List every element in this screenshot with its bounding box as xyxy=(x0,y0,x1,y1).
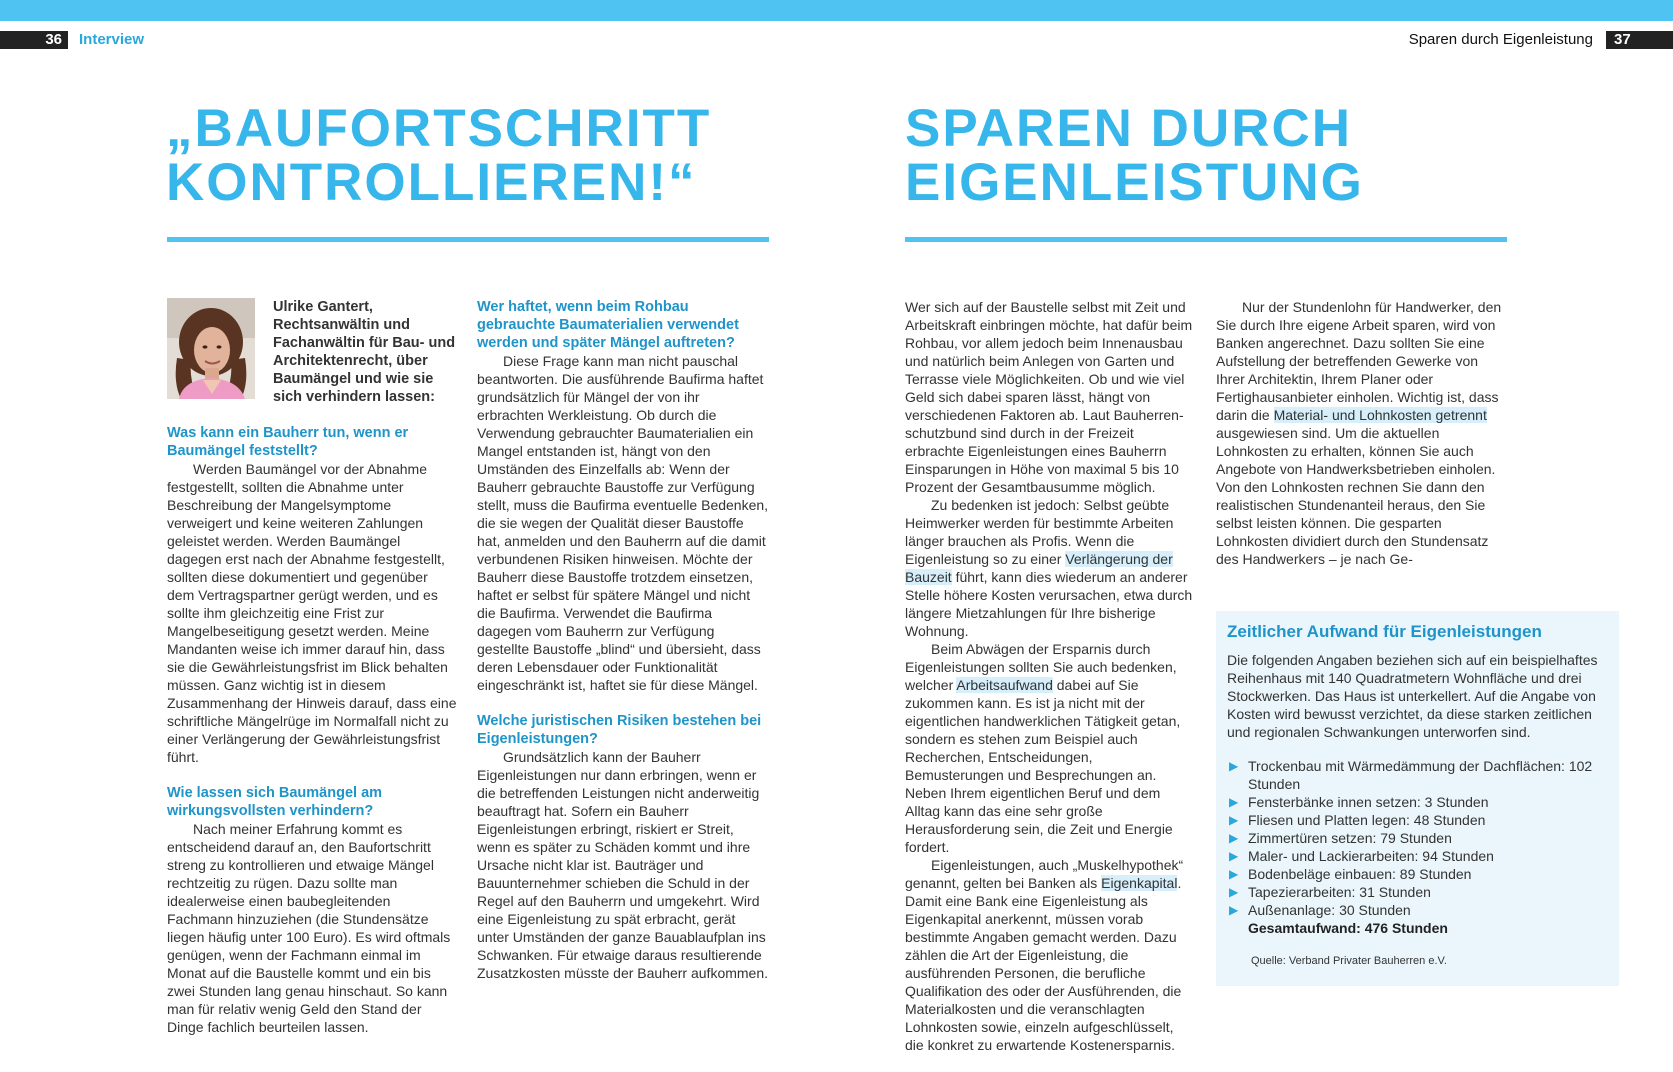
answer-2: Nach meiner Erfahrung kommt es entscheidend darauf an, den Baufortschritt streng zu kontrollieren und etwaige Mängel rechtzeitig zu rügen. Dazu sollte man idealerweise einen baubegleitenden Fachmann hinzuziehen (die Stundensätze liegen häufig unter 100 Euro). Es wird oftmals genügen, wenn der Fachmann einmal im Monat auf die Baustelle kommt und ein bis zwei Stunden lang genau hinschaut. So kann man für relativ wenig Geld den Stand der Dinge fachlich beurteilen lassen. xyxy=(167,821,451,1035)
answer-3: Diese Frage kann man nicht pauschal beantworten. Die ausführende Baufirma haftet grundsätzlich für Mängel der von ihr erbrachten Werkleistung. Ob durch die Verwendung gebrauchter Baumaterialien ein Mangel entstanden ist, hängt von den Umständen des Einzelfalls ab: Wenn der Bauherr gebrauchte Baustoffe zur Verfügung stellt, muss die Baufirma eventuelle Bedenken, die sie wegen der Qualität dieser Baustoffe hat, anmelden und den Bauherrn auf die damit verbundenen Risiken hinweisen. Möchte der Bauherr diese Baustoffe trotzdem einsetzen, haftet er selbst für spätere Mängel und nicht die Baufirma. Verwendet die Baufirma dagegen vom Bauherrn zur Verfügung gestellte Baustoffe „blind“ und übersieht, dass deren Lebensdauer oder Funktionalität eingeschränkt ist, haftet sie für diese Mängel. xyxy=(477,353,769,693)
info-box-list-item: ▶ Fensterbänke innen setzen: 3 Stunden xyxy=(1229,794,1489,810)
highlight-arbeitsaufwand: Arbeitsaufwand xyxy=(956,677,1053,693)
page-number-right: 37 xyxy=(1606,31,1673,49)
headline-left: „BAUFORTSCHRITT KONTROLLIEREN!“ xyxy=(166,99,712,212)
highlight-bauzeit: Verlängerung der Bauzeit xyxy=(905,551,1173,585)
interview-column-2 xyxy=(477,298,769,982)
article-paragraph-2: Zu bedenken ist jedoch: Selbst geübte Heimwerker werden für bestimmte Arbeiten länger brauchen als Profis. Wenn die Eigenleistung so zu einer Verlängerung der Bauzeit führt, kann dies wiederum an anderer Stelle höhere Kosten verursachen, etwa durch längere Mietzahlungen für Ihre bisherige Wohnung. xyxy=(905,497,1193,639)
headline-right: SPAREN DURCH EIGENLEISTUNG xyxy=(905,99,1364,212)
info-box-list xyxy=(1227,757,1609,919)
page-number-left: 36 xyxy=(0,31,68,49)
article-paragraph-4: Eigenleistungen, auch „Muskelhypothek“ genannt, gelten bei Banken als Eigenkapital. Damit eine Bank eine Eigenleistung als Eigenkapital anerkennt, müssen vorab bestimmte Angaben gemacht werden. Dazu zählen die Art der Eigenleistung, die ausführenden Personen, die berufliche Qualifikation des oder der Ausführenden, die Materialkosten und die veranschlagten Lohnkosten sowie, einzeln aufgeschlüsselt, die konkret zu erwartende Kostenersparnis. xyxy=(905,857,1184,1053)
interview-intro xyxy=(167,298,457,406)
triangle-right-icon: ▶ xyxy=(1229,867,1239,881)
info-box-list-item: ▶ Trockenbau mit Wärmedämmung der Dachflächen: 102 Stunden xyxy=(1229,758,1593,792)
answer-1: Werden Baumängel vor der Abnahme festgestellt, sollten die Abnahme unter Beschreibung der Mangelsymptome verweigert und keine weiteren Zahlungen geleistet werden. Werden Baumängel dagegen erst nach der Abnahme festgestellt, sollten diese dokumentiert und gegenüber dem Vertragspartner gerügt werden, und es sollte ihm gleichzeitig eine Frist zur Mangelbeseitigung gesetzt werden. Meine Mandanten weise ich immer darauf hin, dass sie die Gewährleistungsfrist im Blick behalten müssen. Ganz wichtig ist in diesem Zusammenhang der Hinweis darauf, dass eine schriftliche Mängelrüge im Normalfall nicht zu einer Verlängerung der Gewährleistungsfrist führt. xyxy=(167,461,457,765)
info-box-title: Zeitlicher Aufwand für Eigenleistungen xyxy=(1227,622,1542,641)
headline-rule-right xyxy=(905,237,1507,242)
section-label-right: Sparen durch Eigenleistung xyxy=(1408,31,1593,48)
interview-column-1 xyxy=(167,298,457,1036)
question-1: Was kann ein Bauherr tun, wenn er Baumängel feststellt? xyxy=(167,425,409,459)
triangle-right-icon: ▶ xyxy=(1229,849,1239,863)
triangle-right-icon: ▶ xyxy=(1229,831,1239,845)
info-box-list-item: ▶ Tapezierarbeiten: 31 Stunden xyxy=(1229,884,1431,900)
triangle-right-icon: ▶ xyxy=(1229,813,1239,827)
info-box-eigenleistungen xyxy=(1216,611,1619,986)
question-2: Wie lassen sich Baumängel am wirkungsvollsten verhindern? xyxy=(167,785,383,819)
answer-4: Grundsätzlich kann der Bauherr Eigenleistungen nur dann erbringen, wenn er die betreffenden Leistungen nicht anderweitig beauftragt hat. Sofern ein Bauherr Eigenleistungen erbringt, riskiert er Streit, wenn es später zu Schäden kommt und ihre Ursache nicht klar ist. Bauträger und Bauunternehmer schieben die Schuld in der Regel auf den Bauherrn und umgekehrt. Wird eine Eigenleistung zu spät erbracht, gerät unter Umständen der ganze Bauablaufplan ins Schwanken. Für etwaige daraus resultierende Zusatzkosten müsste der Bauherr aufkommen. xyxy=(477,749,769,981)
portrait-photo xyxy=(167,298,255,399)
triangle-right-icon: ▶ xyxy=(1229,795,1239,809)
highlight-kosten-getrennt: Material- und Lohnkosten getrennt xyxy=(1273,407,1487,423)
triangle-right-icon: ▶ xyxy=(1229,759,1239,773)
question-3: Wer haftet, wenn beim Rohbau gebrauchte Baumaterialien verwendet werden und später Mängel auftreten? xyxy=(477,299,739,351)
info-box-list-item: ▶ Bodenbeläge einbauen: 89 Stunden xyxy=(1229,866,1472,882)
info-box-list-item: ▶ Fliesen und Platten legen: 48 Stunden xyxy=(1229,812,1486,828)
headline-rule-left xyxy=(167,237,769,242)
info-box-source: Quelle: Verband Privater Bauherren e.V. xyxy=(1251,955,1447,967)
highlight-eigenkapital: Eigenkapital xyxy=(1101,875,1178,891)
section-label-left: Interview xyxy=(79,31,145,48)
info-box-text: Die folgenden Angaben beziehen sich auf ein beispielhaftes Reihenhaus mit 140 Quadratmetern Wohnfläche und drei Stockwerken. Das Haus ist unterkellert. Auf die Angabe von Kosten wird bewusst verzichtet, da diese starken zeitlichen und regionalen Schwankungen unterworfen sind. xyxy=(1227,652,1598,740)
info-box-total: Gesamtaufwand: 476 Stunden xyxy=(1248,920,1448,936)
article-column-2 xyxy=(1216,298,1506,568)
top-color-bar xyxy=(0,0,1673,21)
interview-intro-text: Ulrike Gantert, Rechtsanwältin und Fachanwältin für Bau- und Architektenrecht, über Baumängel und wie sie sich verhindern lassen: xyxy=(273,299,456,405)
info-box-list-item: ▶ Zimmertüren setzen: 79 Stunden xyxy=(1229,830,1452,846)
article-paragraph-1: Wer sich auf der Baustelle selbst mit Zeit und Arbeitskraft einbringen möchte, hat dafür beim Rohbau, vor allem jedoch beim Innenausbau und natürlich beim Anlegen von Garten und Terrasse viele Möglichkeiten. Ob und wie viel Geld sich dabei sparen lässt, hängt von verschiedenen Faktoren ab. Laut Bauherren-schutzbund sind durch in der Freizeit erbrachte Eigenleistungen eines Bauherrn Einsparungen in Höhe von maximal 5 bis 10 Prozent der Gesamtbausumme möglich. xyxy=(905,299,1193,495)
info-box-list-item: ▶ Außenanlage: 30 Stunden xyxy=(1229,902,1411,918)
triangle-right-icon: ▶ xyxy=(1229,885,1239,899)
article-paragraph-3: Beim Abwägen der Ersparnis durch Eigenleistungen sollten Sie auch bedenken, welcher Arbeitsaufwand dabei auf Sie zukommen kann. Es ist ja nicht mit der eigentlichen handwerklichen Tätigkeit getan, sondern es stehen zum Beispiel auch Recherchen, Entscheidungen, Bemusterungen und Besprechungen an. Neben Ihrem eigentlichen Beruf und dem Alltag kann das eine sehr große Herausforderung sein, die Zeit und Energie fordert. xyxy=(905,641,1181,855)
question-4: Welche juristischen Risiken bestehen bei Eigenleistungen? xyxy=(477,713,762,747)
article-paragraph-5: Nur der Stundenlohn für Handwerker, den Sie durch Ihre eigene Arbeit sparen, wird von Banken angerechnet. Dazu sollten Sie eine Aufstellung der betreffenden Gewerke von Ihrer Architektin, Ihrem Planer oder Fertighausanbieter einholen. Wichtig ist, dass darin die Material- und Lohnkosten getrennt ausgewiesen sind. Um die aktuellen Lohnkosten zu erhalten, können Sie auch Angebote von Handwerksbetrieben einholen. Von den Lohnkosten rechnen Sie dann den realistischen Stundenanteil heraus, den Sie selbst leisten können. Die gesparten Lohnkosten dividiert durch den Stundensatz des Handwerkers – je nach Ge- xyxy=(1216,299,1502,567)
info-box-list-item: ▶ Maler- und Lackierarbeiten: 94 Stunden xyxy=(1229,848,1494,864)
triangle-right-icon: ▶ xyxy=(1229,903,1239,917)
article-column-1 xyxy=(905,298,1195,1054)
